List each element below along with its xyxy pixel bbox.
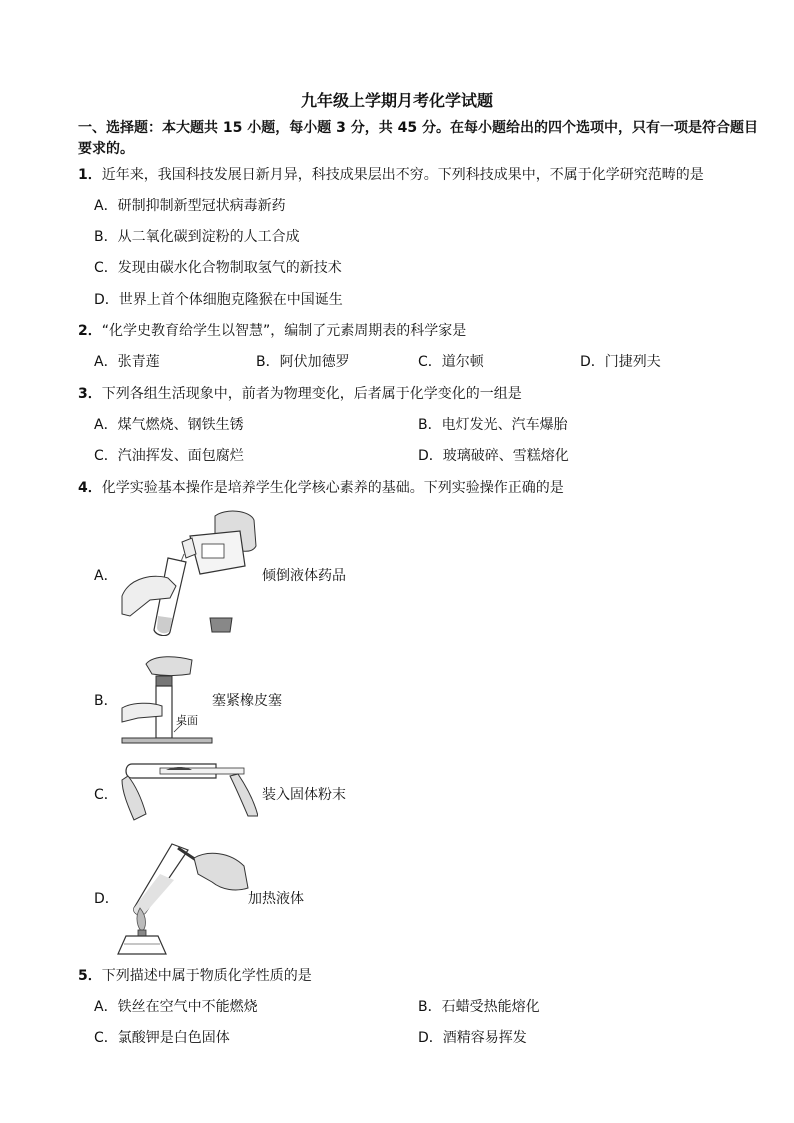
question-4 bbox=[78, 479, 564, 497]
question-stem: 近年来，我国科技发展日新月异，科技成果层出不穷。下列科技成果中，不属于化学研究范畴的是 bbox=[101, 167, 704, 183]
question-stem: “化学史教育给学生以智慧”，编制了元素周期表的科学家是 bbox=[101, 323, 467, 339]
option-4b-caption: 塞紧橡皮塞 bbox=[212, 693, 282, 709]
question-number: 2． bbox=[78, 323, 102, 339]
option-2b[interactable]: B．阿伏加德罗 bbox=[256, 354, 350, 370]
option-3a[interactable]: A．煤气燃烧、钢铁生锈 bbox=[94, 417, 244, 433]
table-label: 桌面 bbox=[176, 714, 198, 727]
heating-liquid-figure bbox=[112, 838, 252, 958]
option-2c[interactable]: C．道尔顿 bbox=[418, 354, 484, 370]
option-4a-letter[interactable]: A． bbox=[94, 568, 118, 584]
option-4c-letter[interactable]: C． bbox=[94, 787, 118, 803]
option-3d[interactable]: D．玻璃破碎、雪糕熔化 bbox=[418, 448, 569, 464]
question-number: 3． bbox=[78, 386, 102, 402]
question-stem: 化学实验基本操作是培养学生化学核心素养的基础。下列实验操作正确的是 bbox=[101, 480, 564, 496]
page-title: 九年级上学期月考化学试题 bbox=[300, 91, 493, 110]
option-4a-caption: 倾倒液体药品 bbox=[262, 568, 346, 584]
option-2d[interactable]: D．门捷列夫 bbox=[580, 354, 661, 370]
question-5 bbox=[78, 967, 312, 985]
option-4d-caption: 加热液体 bbox=[248, 891, 304, 907]
question-2 bbox=[78, 322, 466, 340]
option-4c-caption: 装入固体粉末 bbox=[262, 787, 346, 803]
option-1a[interactable]: A．研制抑制新型冠状病毒新药 bbox=[94, 198, 286, 214]
option-5a[interactable]: A．铁丝在空气中不能燃烧 bbox=[94, 999, 258, 1015]
question-number: 4． bbox=[78, 480, 102, 496]
option-1c[interactable]: C．发现由碳水化合物制取氢气的新技术 bbox=[94, 260, 342, 276]
option-3b[interactable]: B．电灯发光、汽车爆胎 bbox=[418, 417, 568, 433]
option-1d[interactable]: D．世界上首个体细胞克隆猴在中国诞生 bbox=[94, 292, 343, 308]
question-stem: 下列各组生活现象中，前者为物理变化，后者属于化学变化的一组是 bbox=[101, 386, 522, 402]
option-4b-letter[interactable]: B． bbox=[94, 693, 118, 709]
question-1 bbox=[78, 166, 704, 184]
option-3c[interactable]: C．汽油挥发、面包腐烂 bbox=[94, 448, 244, 464]
option-5d[interactable]: D．酒精容易挥发 bbox=[418, 1030, 527, 1046]
question-3 bbox=[78, 385, 522, 403]
option-4d-letter[interactable]: D． bbox=[94, 891, 119, 907]
option-5c[interactable]: C．氯酸钾是白色固体 bbox=[94, 1030, 230, 1046]
pressing-stopper-figure bbox=[118, 652, 214, 748]
option-5b[interactable]: B．石蜡受热能熔化 bbox=[418, 999, 540, 1015]
pouring-liquid-figure bbox=[120, 506, 260, 636]
option-2a[interactable]: A．张青莲 bbox=[94, 354, 160, 370]
question-number: 1． bbox=[78, 167, 102, 183]
question-stem: 下列描述中属于物质化学性质的是 bbox=[101, 968, 312, 984]
question-number: 5． bbox=[78, 968, 102, 984]
adding-powder-figure bbox=[120, 756, 258, 828]
option-1b[interactable]: B．从二氧化碳到淀粉的人工合成 bbox=[94, 229, 300, 245]
section-heading: 一、选择题：本大题共 15 小题，每小题 3 分，共 45 分。在每小题给出的四个选项中，只有一项是符合题目要求的。 bbox=[78, 120, 758, 157]
